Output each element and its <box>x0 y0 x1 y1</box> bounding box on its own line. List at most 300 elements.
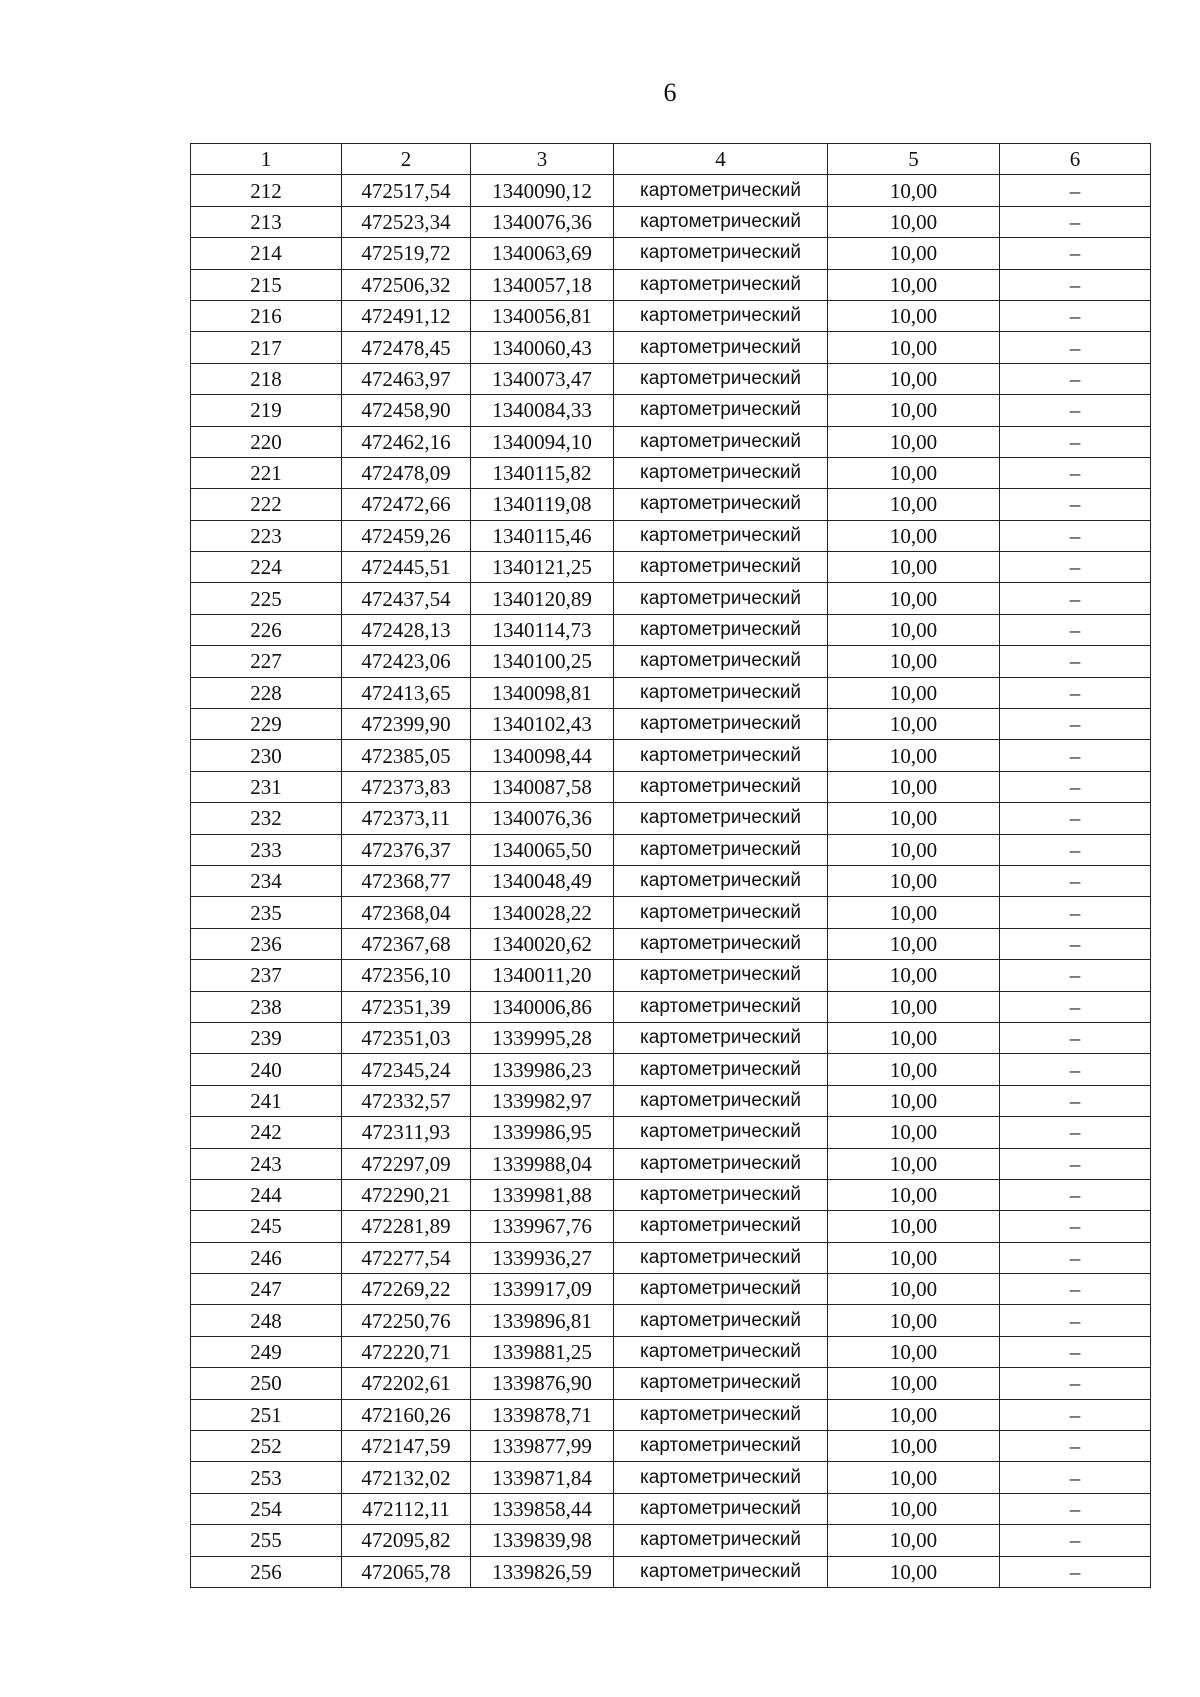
cell-y-coordinate: 1339878,71 <box>471 1399 614 1430</box>
cell-point-number: 246 <box>191 1242 342 1273</box>
cell-method: картометрический <box>614 928 828 959</box>
cell-accuracy: 10,00 <box>828 960 1000 991</box>
cell-accuracy: 10,00 <box>828 865 1000 896</box>
cell-accuracy: 10,00 <box>828 1525 1000 1556</box>
cell-accuracy: 10,00 <box>828 457 1000 488</box>
table-row <box>191 1022 1151 1053</box>
cell-x-coordinate: 472437,54 <box>342 583 471 614</box>
table-row <box>191 520 1151 551</box>
cell-x-coordinate: 472202,61 <box>342 1368 471 1399</box>
cell-y-coordinate: 1339896,81 <box>471 1305 614 1336</box>
cell-x-coordinate: 472523,34 <box>342 206 471 237</box>
cell-note: – <box>1000 1399 1151 1430</box>
cell-point-number: 255 <box>191 1525 342 1556</box>
cell-y-coordinate: 1340120,89 <box>471 583 614 614</box>
cell-note: – <box>1000 395 1151 426</box>
cell-point-number: 216 <box>191 300 342 331</box>
cell-y-coordinate: 1340063,69 <box>471 238 614 269</box>
cell-point-number: 238 <box>191 991 342 1022</box>
cell-point-number: 239 <box>191 1022 342 1053</box>
cell-x-coordinate: 472423,06 <box>342 646 471 677</box>
cell-note: – <box>1000 175 1151 206</box>
cell-point-number: 237 <box>191 960 342 991</box>
cell-y-coordinate: 1340056,81 <box>471 300 614 331</box>
cell-x-coordinate: 472368,77 <box>342 865 471 896</box>
cell-accuracy: 10,00 <box>828 1148 1000 1179</box>
table-row <box>191 1556 1151 1587</box>
cell-point-number: 248 <box>191 1305 342 1336</box>
cell-note: – <box>1000 960 1151 991</box>
cell-y-coordinate: 1340006,86 <box>471 991 614 1022</box>
cell-note: – <box>1000 426 1151 457</box>
cell-point-number: 214 <box>191 238 342 269</box>
cell-method: картометрический <box>614 614 828 645</box>
cell-point-number: 227 <box>191 646 342 677</box>
cell-y-coordinate: 1340098,81 <box>471 677 614 708</box>
cell-x-coordinate: 472373,11 <box>342 803 471 834</box>
cell-point-number: 224 <box>191 552 342 583</box>
cell-y-coordinate: 1340114,73 <box>471 614 614 645</box>
cell-x-coordinate: 472385,05 <box>342 740 471 771</box>
table-row <box>191 897 1151 928</box>
cell-point-number: 235 <box>191 897 342 928</box>
cell-y-coordinate: 1339858,44 <box>471 1493 614 1524</box>
cell-x-coordinate: 472445,51 <box>342 552 471 583</box>
cell-point-number: 233 <box>191 834 342 865</box>
cell-method: картометрический <box>614 1242 828 1273</box>
cell-y-coordinate: 1340084,33 <box>471 395 614 426</box>
table-row <box>191 206 1151 237</box>
cell-accuracy: 10,00 <box>828 1085 1000 1116</box>
cell-x-coordinate: 472413,65 <box>342 677 471 708</box>
cell-method: картометрический <box>614 206 828 237</box>
table-row <box>191 646 1151 677</box>
cell-accuracy: 10,00 <box>828 583 1000 614</box>
cell-method: картометрический <box>614 300 828 331</box>
table-row <box>191 865 1151 896</box>
cell-x-coordinate: 472160,26 <box>342 1399 471 1430</box>
cell-method: картометрический <box>614 1556 828 1587</box>
cell-x-coordinate: 472250,76 <box>342 1305 471 1336</box>
table-row <box>191 332 1151 363</box>
table-row <box>191 300 1151 331</box>
cell-accuracy: 10,00 <box>828 803 1000 834</box>
cell-accuracy: 10,00 <box>828 897 1000 928</box>
cell-note: – <box>1000 489 1151 520</box>
cell-method: картометрический <box>614 1085 828 1116</box>
cell-point-number: 219 <box>191 395 342 426</box>
cell-method: картометрический <box>614 457 828 488</box>
cell-point-number: 242 <box>191 1117 342 1148</box>
cell-note: – <box>1000 740 1151 771</box>
column-header-5: 5 <box>828 144 1000 175</box>
cell-note: – <box>1000 552 1151 583</box>
cell-accuracy: 10,00 <box>828 520 1000 551</box>
column-header-1: 1 <box>191 144 342 175</box>
cell-method: картометрический <box>614 960 828 991</box>
cell-x-coordinate: 472095,82 <box>342 1525 471 1556</box>
cell-method: картометрический <box>614 803 828 834</box>
cell-x-coordinate: 472277,54 <box>342 1242 471 1273</box>
cell-y-coordinate: 1340028,22 <box>471 897 614 928</box>
cell-note: – <box>1000 803 1151 834</box>
table-row <box>191 238 1151 269</box>
cell-y-coordinate: 1340119,08 <box>471 489 614 520</box>
cell-x-coordinate: 472368,04 <box>342 897 471 928</box>
cell-accuracy: 10,00 <box>828 552 1000 583</box>
cell-y-coordinate: 1339917,09 <box>471 1274 614 1305</box>
cell-x-coordinate: 472332,57 <box>342 1085 471 1116</box>
page-number: 6 <box>663 78 677 107</box>
cell-note: – <box>1000 206 1151 237</box>
cell-point-number: 232 <box>191 803 342 834</box>
cell-y-coordinate: 1340094,10 <box>471 426 614 457</box>
table-row <box>191 489 1151 520</box>
cell-point-number: 254 <box>191 1493 342 1524</box>
cell-note: – <box>1000 1431 1151 1462</box>
cell-x-coordinate: 472345,24 <box>342 1054 471 1085</box>
table-row <box>191 834 1151 865</box>
table-row <box>191 1274 1151 1305</box>
cell-method: картометрический <box>614 363 828 394</box>
cell-accuracy: 10,00 <box>828 1022 1000 1053</box>
cell-y-coordinate: 1340065,50 <box>471 834 614 865</box>
cell-method: картометрический <box>614 1054 828 1085</box>
table-row <box>191 583 1151 614</box>
cell-accuracy: 10,00 <box>828 1179 1000 1210</box>
cell-accuracy: 10,00 <box>828 238 1000 269</box>
table-header-row <box>191 144 1151 175</box>
cell-method: картометрический <box>614 646 828 677</box>
cell-x-coordinate: 472351,03 <box>342 1022 471 1053</box>
cell-y-coordinate: 1339839,98 <box>471 1525 614 1556</box>
cell-x-coordinate: 472290,21 <box>342 1179 471 1210</box>
cell-x-coordinate: 472220,71 <box>342 1336 471 1367</box>
cell-note: – <box>1000 646 1151 677</box>
cell-x-coordinate: 472376,37 <box>342 834 471 865</box>
cell-x-coordinate: 472132,02 <box>342 1462 471 1493</box>
cell-x-coordinate: 472373,83 <box>342 771 471 802</box>
cell-accuracy: 10,00 <box>828 175 1000 206</box>
column-header-2: 2 <box>342 144 471 175</box>
cell-y-coordinate: 1339986,23 <box>471 1054 614 1085</box>
cell-y-coordinate: 1340115,46 <box>471 520 614 551</box>
cell-method: картометрический <box>614 865 828 896</box>
cell-method: картометрический <box>614 332 828 363</box>
cell-y-coordinate: 1339871,84 <box>471 1462 614 1493</box>
table-row <box>191 709 1151 740</box>
cell-point-number: 226 <box>191 614 342 645</box>
table-row <box>191 677 1151 708</box>
cell-point-number: 252 <box>191 1431 342 1462</box>
cell-note: – <box>1000 928 1151 959</box>
cell-y-coordinate: 1340073,47 <box>471 363 614 394</box>
cell-y-coordinate: 1340076,36 <box>471 803 614 834</box>
cell-y-coordinate: 1340102,43 <box>471 709 614 740</box>
cell-y-coordinate: 1340060,43 <box>471 332 614 363</box>
cell-accuracy: 10,00 <box>828 1493 1000 1524</box>
cell-x-coordinate: 472462,16 <box>342 426 471 457</box>
cell-x-coordinate: 472367,68 <box>342 928 471 959</box>
cell-y-coordinate: 1339981,88 <box>471 1179 614 1210</box>
cell-method: картометрический <box>614 520 828 551</box>
cell-point-number: 241 <box>191 1085 342 1116</box>
cell-y-coordinate: 1339988,04 <box>471 1148 614 1179</box>
cell-note: – <box>1000 991 1151 1022</box>
cell-y-coordinate: 1339995,28 <box>471 1022 614 1053</box>
table-row <box>191 1431 1151 1462</box>
cell-y-coordinate: 1340011,20 <box>471 960 614 991</box>
cell-note: – <box>1000 1336 1151 1367</box>
cell-method: картометрический <box>614 1211 828 1242</box>
cell-note: – <box>1000 834 1151 865</box>
cell-note: – <box>1000 1525 1151 1556</box>
cell-y-coordinate: 1339967,76 <box>471 1211 614 1242</box>
cell-point-number: 251 <box>191 1399 342 1430</box>
cell-accuracy: 10,00 <box>828 677 1000 708</box>
cell-point-number: 245 <box>191 1211 342 1242</box>
cell-note: – <box>1000 1179 1151 1210</box>
cell-accuracy: 10,00 <box>828 363 1000 394</box>
cell-method: картометрический <box>614 1336 828 1367</box>
cell-method: картометрический <box>614 834 828 865</box>
cell-accuracy: 10,00 <box>828 1274 1000 1305</box>
cell-point-number: 229 <box>191 709 342 740</box>
cell-point-number: 215 <box>191 269 342 300</box>
cell-y-coordinate: 1339877,99 <box>471 1431 614 1462</box>
cell-note: – <box>1000 1054 1151 1085</box>
table-row <box>191 1085 1151 1116</box>
cell-x-coordinate: 472311,93 <box>342 1117 471 1148</box>
cell-point-number: 253 <box>191 1462 342 1493</box>
cell-method: картометрический <box>614 709 828 740</box>
cell-x-coordinate: 472351,39 <box>342 991 471 1022</box>
cell-x-coordinate: 472112,11 <box>342 1493 471 1524</box>
cell-x-coordinate: 472517,54 <box>342 175 471 206</box>
cell-accuracy: 10,00 <box>828 614 1000 645</box>
cell-y-coordinate: 1340121,25 <box>471 552 614 583</box>
cell-accuracy: 10,00 <box>828 1336 1000 1367</box>
cell-accuracy: 10,00 <box>828 395 1000 426</box>
cell-x-coordinate: 472506,32 <box>342 269 471 300</box>
cell-accuracy: 10,00 <box>828 991 1000 1022</box>
cell-accuracy: 10,00 <box>828 928 1000 959</box>
table-row <box>191 1493 1151 1524</box>
cell-method: картометрический <box>614 1525 828 1556</box>
cell-method: картометрический <box>614 1022 828 1053</box>
cell-note: – <box>1000 300 1151 331</box>
cell-accuracy: 10,00 <box>828 1305 1000 1336</box>
cell-note: – <box>1000 1305 1151 1336</box>
cell-method: картометрический <box>614 1117 828 1148</box>
cell-note: – <box>1000 1085 1151 1116</box>
table-row <box>191 803 1151 834</box>
cell-note: – <box>1000 520 1151 551</box>
cell-x-coordinate: 472356,10 <box>342 960 471 991</box>
cell-point-number: 228 <box>191 677 342 708</box>
cell-x-coordinate: 472458,90 <box>342 395 471 426</box>
cell-accuracy: 10,00 <box>828 426 1000 457</box>
cell-point-number: 225 <box>191 583 342 614</box>
cell-note: – <box>1000 1117 1151 1148</box>
cell-y-coordinate: 1340048,49 <box>471 865 614 896</box>
cell-point-number: 236 <box>191 928 342 959</box>
cell-note: – <box>1000 771 1151 802</box>
cell-x-coordinate: 472269,22 <box>342 1274 471 1305</box>
cell-method: картометрический <box>614 1148 828 1179</box>
cell-accuracy: 10,00 <box>828 1556 1000 1587</box>
table-row <box>191 614 1151 645</box>
cell-method: картометрический <box>614 1399 828 1430</box>
cell-note: – <box>1000 1368 1151 1399</box>
cell-method: картометрический <box>614 426 828 457</box>
table-row <box>191 552 1151 583</box>
cell-x-coordinate: 472281,89 <box>342 1211 471 1242</box>
cell-method: картометрический <box>614 1431 828 1462</box>
table-body <box>191 175 1151 1588</box>
cell-x-coordinate: 472478,09 <box>342 457 471 488</box>
cell-y-coordinate: 1339982,97 <box>471 1085 614 1116</box>
table-row <box>191 395 1151 426</box>
cell-accuracy: 10,00 <box>828 1368 1000 1399</box>
cell-y-coordinate: 1339986,95 <box>471 1117 614 1148</box>
cell-y-coordinate: 1339936,27 <box>471 1242 614 1273</box>
cell-accuracy: 10,00 <box>828 1211 1000 1242</box>
table-row <box>191 1242 1151 1273</box>
cell-accuracy: 10,00 <box>828 206 1000 237</box>
cell-method: картометрический <box>614 583 828 614</box>
cell-method: картометрический <box>614 269 828 300</box>
table-row <box>191 991 1151 1022</box>
cell-note: – <box>1000 709 1151 740</box>
table-row <box>191 363 1151 394</box>
cell-point-number: 231 <box>191 771 342 802</box>
cell-y-coordinate: 1340098,44 <box>471 740 614 771</box>
cell-note: – <box>1000 1462 1151 1493</box>
cell-accuracy: 10,00 <box>828 1462 1000 1493</box>
cell-y-coordinate: 1339826,59 <box>471 1556 614 1587</box>
cell-point-number: 212 <box>191 175 342 206</box>
table-row <box>191 1399 1151 1430</box>
cell-x-coordinate: 472491,12 <box>342 300 471 331</box>
table-row <box>191 1054 1151 1085</box>
cell-y-coordinate: 1340090,12 <box>471 175 614 206</box>
cell-note: – <box>1000 269 1151 300</box>
cell-accuracy: 10,00 <box>828 269 1000 300</box>
column-header-3: 3 <box>471 144 614 175</box>
cell-point-number: 217 <box>191 332 342 363</box>
cell-point-number: 256 <box>191 1556 342 1587</box>
table-row <box>191 426 1151 457</box>
cell-y-coordinate: 1340115,82 <box>471 457 614 488</box>
cell-point-number: 249 <box>191 1336 342 1367</box>
cell-accuracy: 10,00 <box>828 646 1000 677</box>
table-row <box>191 1179 1151 1210</box>
cell-accuracy: 10,00 <box>828 740 1000 771</box>
cell-y-coordinate: 1340100,25 <box>471 646 614 677</box>
table-row <box>191 771 1151 802</box>
column-header-6: 6 <box>1000 144 1151 175</box>
cell-x-coordinate: 472147,59 <box>342 1431 471 1462</box>
table-row <box>191 960 1151 991</box>
cell-method: картометрический <box>614 771 828 802</box>
cell-x-coordinate: 472472,66 <box>342 489 471 520</box>
cell-x-coordinate: 472519,72 <box>342 238 471 269</box>
cell-method: картометрический <box>614 677 828 708</box>
cell-accuracy: 10,00 <box>828 834 1000 865</box>
cell-point-number: 222 <box>191 489 342 520</box>
cell-point-number: 244 <box>191 1179 342 1210</box>
cell-point-number: 243 <box>191 1148 342 1179</box>
table-row <box>191 175 1151 206</box>
cell-point-number: 220 <box>191 426 342 457</box>
cell-accuracy: 10,00 <box>828 1399 1000 1430</box>
cell-point-number: 221 <box>191 457 342 488</box>
cell-method: картометрический <box>614 552 828 583</box>
table-row <box>191 1305 1151 1336</box>
cell-note: – <box>1000 1242 1151 1273</box>
cell-note: – <box>1000 1148 1151 1179</box>
cell-method: картометрический <box>614 1179 828 1210</box>
cell-method: картометрический <box>614 489 828 520</box>
cell-y-coordinate: 1340076,36 <box>471 206 614 237</box>
table-row <box>191 269 1151 300</box>
cell-accuracy: 10,00 <box>828 1117 1000 1148</box>
cell-x-coordinate: 472399,90 <box>342 709 471 740</box>
cell-note: – <box>1000 677 1151 708</box>
table-row <box>191 1368 1151 1399</box>
cell-x-coordinate: 472463,97 <box>342 363 471 394</box>
column-header-4: 4 <box>614 144 828 175</box>
cell-note: – <box>1000 1211 1151 1242</box>
cell-method: картометрический <box>614 175 828 206</box>
table-row <box>191 457 1151 488</box>
cell-accuracy: 10,00 <box>828 1431 1000 1462</box>
cell-method: картометрический <box>614 1305 828 1336</box>
cell-method: картометрический <box>614 991 828 1022</box>
cell-note: – <box>1000 1493 1151 1524</box>
cell-point-number: 240 <box>191 1054 342 1085</box>
cell-x-coordinate: 472428,13 <box>342 614 471 645</box>
cell-method: картометрический <box>614 1368 828 1399</box>
cell-note: – <box>1000 238 1151 269</box>
cell-method: картометрический <box>614 740 828 771</box>
cell-method: картометрический <box>614 1462 828 1493</box>
cell-x-coordinate: 472459,26 <box>342 520 471 551</box>
cell-point-number: 213 <box>191 206 342 237</box>
cell-point-number: 223 <box>191 520 342 551</box>
cell-y-coordinate: 1339881,25 <box>471 1336 614 1367</box>
table-row <box>191 1336 1151 1367</box>
cell-accuracy: 10,00 <box>828 489 1000 520</box>
cell-note: – <box>1000 1556 1151 1587</box>
cell-accuracy: 10,00 <box>828 771 1000 802</box>
table-row <box>191 1462 1151 1493</box>
cell-point-number: 218 <box>191 363 342 394</box>
cell-point-number: 250 <box>191 1368 342 1399</box>
cell-note: – <box>1000 583 1151 614</box>
cell-point-number: 247 <box>191 1274 342 1305</box>
coordinates-table <box>190 143 1151 1588</box>
cell-method: картометрический <box>614 238 828 269</box>
cell-y-coordinate: 1340020,62 <box>471 928 614 959</box>
cell-x-coordinate: 472478,45 <box>342 332 471 363</box>
cell-note: – <box>1000 897 1151 928</box>
table-row <box>191 1525 1151 1556</box>
table-row <box>191 928 1151 959</box>
table-row <box>191 740 1151 771</box>
cell-accuracy: 10,00 <box>828 1054 1000 1085</box>
